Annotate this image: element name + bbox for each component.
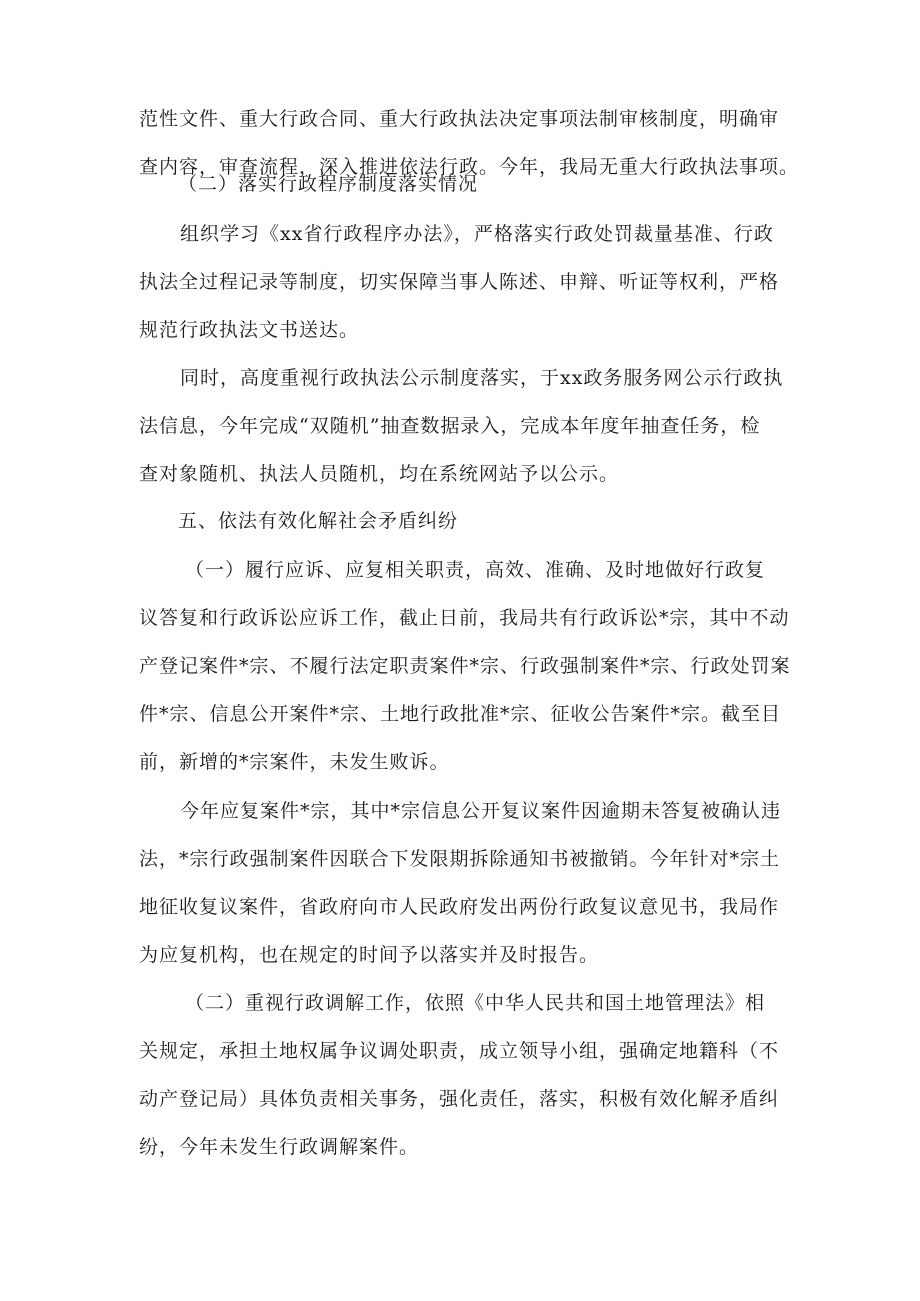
text-line: 前，新增的*宗案件，未发生败诉。 bbox=[139, 751, 450, 773]
text-line: 执法全过程记录等制度，切实保障当事人陈述、申辩、听证等权利，严格 bbox=[139, 271, 780, 293]
paragraph-procedure bbox=[139, 210, 787, 354]
text-line: 议答复和行政诉讼应诉工作，截止日前，我局共有行政诉讼*宗，其中不动 bbox=[139, 607, 790, 629]
text-line: 组织学习《xx省行政程序办法》，严格落实行政处罚裁量基准、行政 bbox=[180, 223, 774, 245]
text-line: 法，*宗行政强制案件因联合下发限期拆除通知书被撤销。今年针对*宗土 bbox=[139, 848, 781, 870]
paragraph-publicity bbox=[139, 354, 787, 498]
text-line: 地征收复议案件，省政府向市人民政府发出两份行政复议意见书，我局作 bbox=[139, 896, 780, 918]
text-line: 今年应复案件*宗，其中*宗信息公开复议案件因逾期未答复被确认违 bbox=[180, 800, 782, 822]
section-heading: 五、依法有效化解社会矛盾纠纷 bbox=[178, 510, 459, 532]
text-line: 规范行政执法文书送达。 bbox=[139, 319, 360, 341]
text-line: 动产登记局）具体负责相关事务，强化责任，落实，积极有效化解矛盾纠 bbox=[139, 1088, 780, 1110]
text-line: 纷，今年未发生行政调解案件。 bbox=[139, 1136, 420, 1158]
text-line: 为应复机构，也在规定的时间予以落实并及时报告。 bbox=[139, 944, 600, 966]
paragraph-mediation bbox=[139, 979, 787, 1171]
text-line: （一）履行应诉、应复相关职责，高效、准确、及时地做好行政复 bbox=[185, 559, 766, 581]
text-line: 件*宗、信息公开案件*宗、土地行政批准*宗、征收公告案件*宗。截至目 bbox=[139, 703, 782, 725]
text-line: 查内容，审查流程，深入推进依法行政。今年，我局无重大行政执法事项。 bbox=[139, 156, 800, 178]
paragraph-reconsideration bbox=[139, 787, 787, 979]
text-line: 产登记案件*宗、不履行法定职责案件*宗、行政强制案件*宗、行政处罚案 bbox=[139, 655, 791, 677]
text-line: 范性文件、重大行政合同、重大行政执法决定事项法制审核制度，明确审 bbox=[139, 108, 780, 130]
text-line: （二）重视行政调解工作，依照《中华人民共和国土地管理法》相 bbox=[185, 992, 766, 1014]
subheading-procedure: （二）落实行政程序制度落实情况 bbox=[178, 173, 479, 195]
paragraph-litigation bbox=[139, 546, 791, 786]
text-line: 同时，高度重视行政执法公示制度落实，于xx政务服务网公示行政执 bbox=[180, 367, 784, 389]
text-line: 法信息，今年完成“双随机”抽查数据录入，完成本年度年抽查任务，检 bbox=[139, 415, 761, 437]
text-line: 关规定，承担土地权属争议调处职责，成立领导小组，强确定地籍科（不 bbox=[139, 1040, 780, 1062]
text-line: 查对象随机、执法人员随机，均在系统网站予以公示。 bbox=[139, 463, 620, 485]
